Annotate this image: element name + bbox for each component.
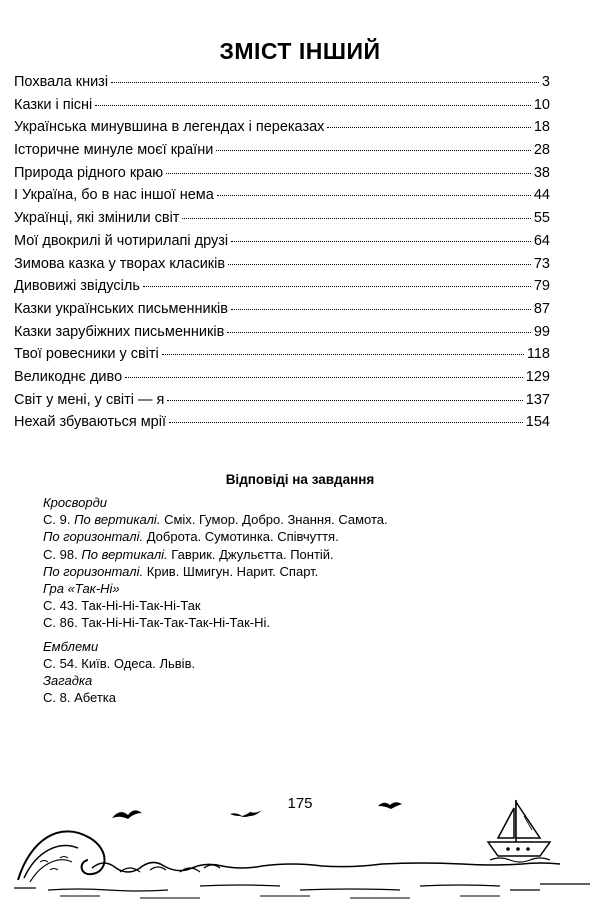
wave-detail: [30, 860, 72, 882]
toc-leader: [231, 241, 531, 242]
answer-line: С. 8. Абетка: [43, 690, 116, 706]
toc-label: Казки і пісні: [14, 96, 93, 113]
sea-illustration: [0, 770, 600, 911]
toc-row: [14, 210, 550, 233]
toc-label: Зимова казка у творах класиків: [14, 255, 226, 272]
toc-page: 87: [533, 300, 550, 317]
answer-direction: По горизонталі.: [43, 563, 144, 579]
toc-label: Українська минувшина в легендах і переказах: [14, 119, 325, 136]
toc-label: Твої ровесники у світі: [14, 346, 159, 363]
answer-direction: По вертикалі.: [81, 546, 168, 562]
toc-row: [14, 301, 550, 324]
toc-label: Мої двокрилі й чотирилапі друзі: [14, 232, 229, 249]
toc-label: Казки зарубіжних письменників: [14, 323, 225, 340]
toc-leader: [167, 400, 522, 401]
emblems-heading: Емблеми: [43, 638, 99, 654]
toc-page: 38: [533, 164, 550, 181]
toc-leader: [216, 150, 531, 151]
toc-page: 44: [533, 187, 550, 204]
answer-line: [43, 563, 388, 580]
toc-label: Природа рідного краю: [14, 164, 164, 181]
toc-label: І Україна, бо в нас іншої нема: [14, 187, 214, 204]
answer-text: Сміх. Гумор. Добро. Знання. Самота.: [164, 512, 388, 528]
answers-title: Відповіді на завдання: [225, 472, 375, 487]
toc-page: 137: [525, 391, 550, 408]
toc-leader: [217, 195, 531, 196]
toc-row: [14, 233, 550, 256]
toc-row: [14, 74, 550, 97]
wave-detail: [40, 857, 68, 871]
answer-direction: По вертикалі.: [74, 512, 161, 528]
toc-leader: [228, 264, 531, 265]
answer-page-ref: С. 9.: [43, 512, 71, 528]
toc-page: 73: [533, 255, 550, 272]
answer-line: С. 86. Так-Ні-Ні-Так-Так-Так-Ні-Так-Ні.: [43, 615, 271, 631]
toc-label: Нехай збуваються мрії: [14, 414, 166, 431]
toc-leader: [95, 105, 531, 106]
toc-leader: [111, 82, 539, 83]
toc-row: [14, 324, 550, 347]
toc-label: Великоднє диво: [14, 368, 123, 385]
answer-text: Гаврик. Джульєтта. Понтій.: [171, 546, 334, 562]
toc-leader: [143, 286, 531, 287]
toc-page: 79: [533, 278, 550, 295]
answer-line: [43, 528, 388, 545]
toc-row: [14, 346, 550, 369]
answer-text: Доброта. Сумотинка. Співчуття.: [146, 529, 339, 545]
toc-leader: [166, 173, 531, 174]
answer-page-ref: С. 98.: [43, 546, 78, 562]
toc-page: 3: [541, 74, 550, 90]
answer-line: [43, 511, 388, 528]
game-heading: Гра «Так-Ні»: [43, 581, 120, 597]
toc-page: 64: [533, 232, 550, 249]
answer-text: Крив. Шмигун. Нарит. Спарт.: [146, 563, 319, 579]
answer-line: [43, 546, 388, 563]
toc-row: [14, 392, 550, 415]
answers-section: [43, 494, 388, 706]
toc-label: Казки українських письменників: [14, 300, 228, 317]
toc-row: [14, 97, 550, 120]
toc-label: Дивовижі звідусіль: [14, 278, 140, 295]
toc-page: 154: [525, 414, 550, 431]
toc-leader: [227, 332, 531, 333]
toc-label: Світ у мені, у світі — я: [14, 391, 165, 408]
toc-label: Похвала книзі: [14, 74, 109, 90]
toc-page: 118: [526, 346, 550, 363]
toc-leader: [327, 127, 530, 128]
wave-icon: [18, 831, 105, 880]
toc-leader: [125, 377, 523, 378]
toc-page: 18: [533, 119, 550, 136]
toc-label: Історичне минуле моєї країни: [14, 142, 214, 159]
water-line: [14, 884, 590, 891]
toc-leader: [169, 422, 523, 423]
toc-row: [14, 278, 550, 301]
toc-leader: [162, 354, 524, 355]
page-title: ЗМІСТ ІНШИЙ: [219, 38, 381, 64]
answer-line: С. 43. Так-Ні-Ні-Так-Ні-Так: [43, 598, 201, 614]
answer-line: С. 54. Київ. Одеса. Львів.: [43, 655, 196, 671]
toc-row: [14, 165, 550, 188]
toc-row: [14, 142, 550, 165]
toc-label: Українці, які змінили світ: [14, 210, 180, 227]
toc-page: 55: [533, 210, 550, 227]
toc-page: 99: [533, 323, 550, 340]
toc-row: [14, 414, 550, 437]
toc-row: [14, 119, 550, 142]
table-of-contents: [14, 74, 550, 437]
page-number: 175: [287, 795, 313, 812]
crosswords-heading: Кросворди: [43, 495, 107, 510]
toc-row: [14, 256, 550, 279]
toc-row: [14, 369, 550, 392]
answer-direction: По горизонталі.: [43, 529, 144, 545]
toc-leader: [231, 309, 531, 310]
toc-leader: [182, 218, 530, 219]
water-line: [60, 896, 500, 898]
toc-page: 28: [533, 142, 550, 159]
toc-page: 10: [533, 96, 550, 113]
riddle-heading: Загадка: [43, 673, 93, 689]
toc-row: [14, 187, 550, 210]
toc-page: 129: [525, 368, 550, 385]
